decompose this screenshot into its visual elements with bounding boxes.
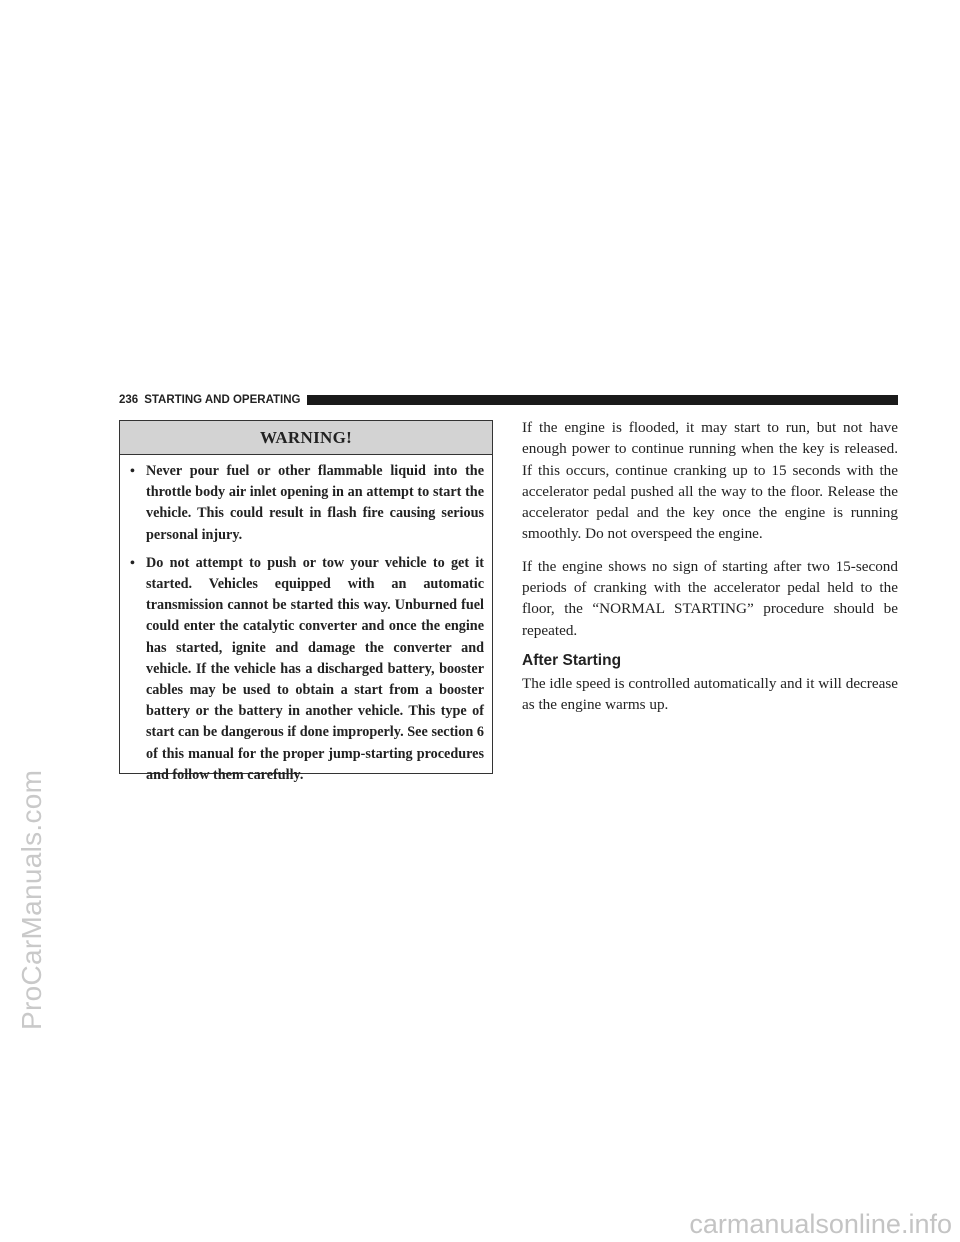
warning-item-fuel xyxy=(130,461,484,546)
footer-watermark: carmanualsonline.info xyxy=(689,1209,952,1239)
header-rule-bar xyxy=(307,395,899,405)
right-column xyxy=(522,417,898,727)
side-watermark-text: ProCarManuals.com xyxy=(16,769,47,1030)
paragraph-flooded-engine: If the engine is flooded, it may start to run, but not have enough power to continue running when the key is released. If this occurs, continue cranking up to 15 seconds with the accelerator pedal pushed all the way to the floor. Release the accelerator pedal and the key once the engine is running smoothly. Do not overspeed the engine. xyxy=(522,419,898,543)
page-header xyxy=(119,392,898,408)
paragraph-no-start: If the engine shows no sign of starting after two 15-second periods of cranking with the accelerator pedal held to the floor, the “NORMAL STARTING” procedure should be repeated. xyxy=(522,557,898,639)
warning-title: WARNING! xyxy=(120,421,492,455)
warning-item-text: Never pour fuel or other flammable liquid into the throttle body air inlet opening in an attempt to start the vehicle. This could result in flash fire causing serious personal injury. xyxy=(146,463,484,543)
warning-list xyxy=(120,455,492,786)
side-watermark xyxy=(12,510,52,1030)
section-title: STARTING AND OPERATING xyxy=(144,394,301,406)
warning-box xyxy=(119,420,493,783)
bullet-icon: • xyxy=(130,555,135,571)
bullet-icon: • xyxy=(130,464,135,479)
paragraph-idle-speed: The idle speed is controlled automatically and it will decrease as the engine warms up. xyxy=(522,674,898,714)
warning-item-push-tow xyxy=(130,553,484,786)
warning-item-text: Do not attempt to push or tow your vehicle to get it started. Vehicles equipped with an automatic transmission cannot be started this way. Unburned fuel could enter the catalytic converter and once the engine has started, ignite and damage the converter and vehicle. If the vehicle has a discharged battery, booster cables may be used to obtain a start from a booster battery or the battery in another vehicle. This type of start can be dangerous if done improperly. See section 6 of this manual for the proper jump-starting procedures and follow them carefully. xyxy=(146,554,484,783)
subheading-after-starting: After Starting xyxy=(522,651,622,669)
page-number: 236 xyxy=(119,394,139,406)
